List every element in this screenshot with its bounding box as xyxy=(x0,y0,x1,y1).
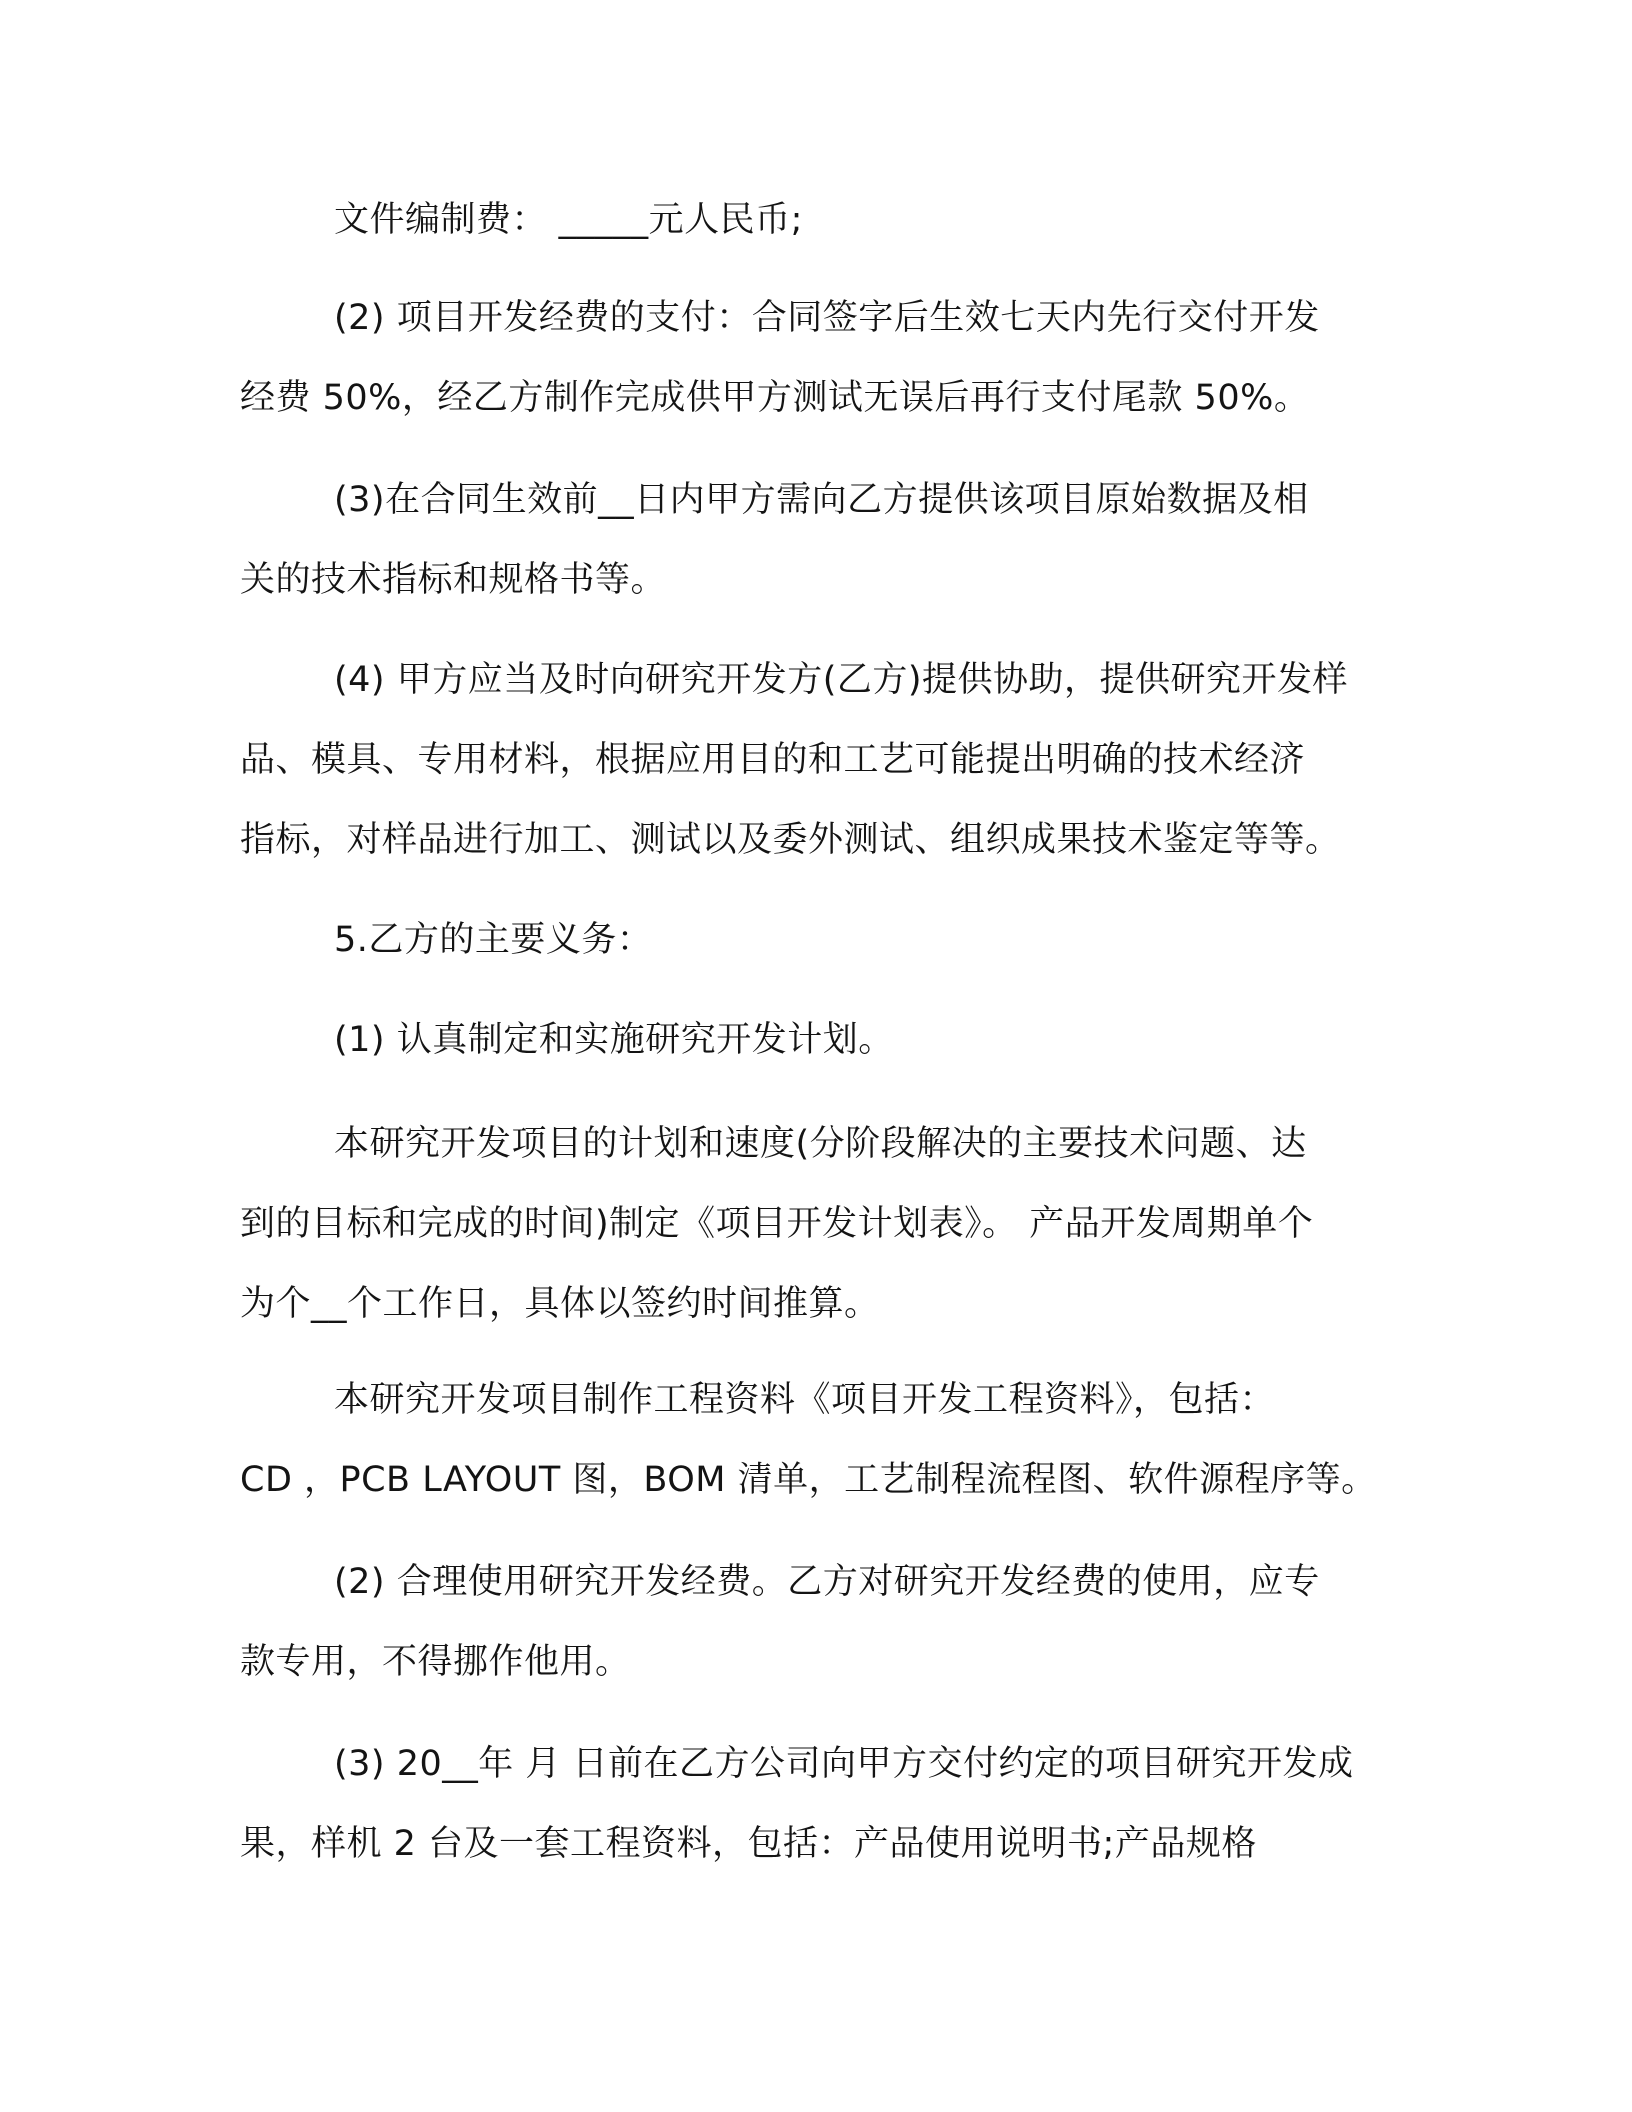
paragraph-1-line-1: 文件编制费： _____元人民币; xyxy=(334,200,803,240)
paragraph-7-line-3: 为个__个工作日，具体以签约时间推算。 xyxy=(240,1284,880,1324)
paragraph-4-line-2: 品、模具、专用材料，根据应用目的和工艺可能提出明确的技术经济 xyxy=(240,740,1306,780)
paragraph-3-line-1: (3)在合同生效前__日内甲方需向乙方提供该项目原始数据及相 xyxy=(334,480,1309,520)
paragraph-9-line-1: (2) 合理使用研究开发经费。乙方对研究开发经费的使用，应专 xyxy=(334,1562,1320,1602)
paragraph-10-line-1: (3) 20__年 月 日前在乙方公司向甲方交付约定的项目研究开发成 xyxy=(334,1744,1354,1784)
paragraph-6-line-1: (1) 认真制定和实施研究开发计划。 xyxy=(334,1020,894,1060)
paragraph-9-line-2: 款专用，不得挪作他用。 xyxy=(240,1642,631,1682)
paragraph-2-line-2: 经费 50%，经乙方制作完成供甲方测试无误后再行支付尾款 50%。 xyxy=(240,378,1310,418)
paragraph-7-line-1: 本研究开发项目的计划和速度(分阶段解决的主要技术问题、达 xyxy=(334,1124,1307,1164)
paragraph-4-line-3: 指标，对样品进行加工、测试以及委外测试、组织成果技术鉴定等等。 xyxy=(240,820,1341,860)
paragraph-8-line-2: CD ，PCB LAYOUT 图，BOM 清单，工艺制程流程图、软件源程序等。 xyxy=(240,1460,1377,1500)
paragraph-10-line-2: 果，样机 2 台及一套工程资料，包括：产品使用说明书;产品规格 xyxy=(240,1824,1257,1864)
paragraph-4-line-1: (4) 甲方应当及时向研究开发方(乙方)提供协助，提供研究开发样 xyxy=(334,660,1349,700)
paragraph-2-line-1: (2) 项目开发经费的支付：合同签字后生效七天内先行交付开发 xyxy=(334,298,1320,338)
section-heading-5: 5.乙方的主要义务： xyxy=(334,920,653,960)
paragraph-8-line-1: 本研究开发项目制作工程资料《项目开发工程资料》，包括： xyxy=(334,1380,1276,1420)
paragraph-7-line-2: 到的目标和完成的时间)制定《项目开发计划表》。 产品开发周期单个 xyxy=(240,1204,1314,1244)
paragraph-3-line-2: 关的技术指标和规格书等。 xyxy=(240,560,667,600)
